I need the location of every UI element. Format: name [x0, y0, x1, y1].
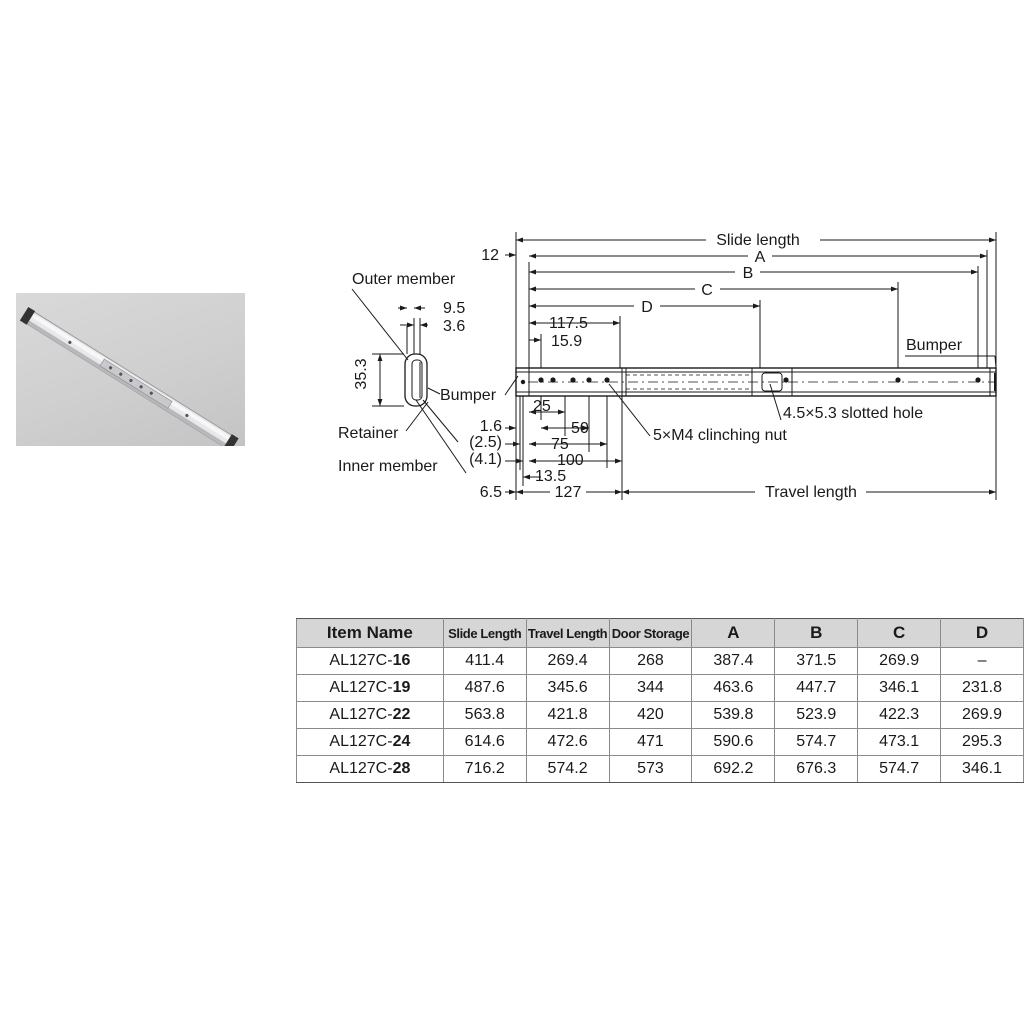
spec-table: [296, 618, 1024, 783]
dim-6-5: 6.5: [479, 484, 502, 501]
dim-3-6: 3.6: [443, 318, 466, 335]
outer-member-label: Outer member: [352, 271, 456, 288]
item-name-cell: AL127C-16: [297, 648, 444, 675]
table-cell: 231.8: [941, 675, 1024, 702]
item-name-cell: AL127C-24: [297, 729, 444, 756]
table-cell: 463.6: [692, 675, 775, 702]
table-cell: 676.3: [775, 756, 858, 783]
table-cell: 573: [609, 756, 692, 783]
table-cell: 473.1: [858, 729, 941, 756]
table-cell: 716.2: [443, 756, 526, 783]
table-cell: 268: [609, 648, 692, 675]
table-cell: 590.6: [692, 729, 775, 756]
table-row: [297, 756, 1024, 783]
table-cell: 422.3: [858, 702, 941, 729]
dim-4-1: (4.1): [469, 451, 502, 468]
table-cell: 371.5: [775, 648, 858, 675]
table-cell: 614.6: [443, 729, 526, 756]
table-row: [297, 729, 1024, 756]
table-cell: 387.4: [692, 648, 775, 675]
table-cell: 539.8: [692, 702, 775, 729]
header-travel-length: Travel Length: [526, 619, 609, 648]
dim-117-5: 117.5: [549, 315, 588, 332]
dim-c-label: C: [701, 282, 713, 299]
dim-12: 12: [481, 247, 499, 264]
table-cell: 295.3: [941, 729, 1024, 756]
table-cell: 344: [609, 675, 692, 702]
header-c: C: [858, 619, 941, 648]
dim-15-9: 15.9: [551, 333, 583, 350]
table-cell: 346.1: [941, 756, 1024, 783]
dim-d-label: D: [641, 299, 653, 316]
header-slide-length: Slide Length: [443, 619, 526, 648]
table-cell: 421.8: [526, 702, 609, 729]
table-cell: 574.7: [858, 756, 941, 783]
table-header-row: [297, 619, 1024, 648]
table-cell: 269.4: [526, 648, 609, 675]
item-name-cell: AL127C-28: [297, 756, 444, 783]
table-cell: 574.7: [775, 729, 858, 756]
table-cell: 563.8: [443, 702, 526, 729]
table-cell: 411.4: [443, 648, 526, 675]
table-row: [297, 675, 1024, 702]
table-cell: 574.2: [526, 756, 609, 783]
item-name-cell: AL127C-22: [297, 702, 444, 729]
dim-b-label: B: [742, 265, 754, 282]
header-a: A: [692, 619, 775, 648]
dim-9-5: 9.5: [443, 300, 466, 317]
header-b: B: [775, 619, 858, 648]
header-d: D: [941, 619, 1024, 648]
table-cell: 447.7: [775, 675, 858, 702]
table-cell: 471: [609, 729, 692, 756]
dim-13-5: 13.5: [535, 468, 567, 485]
slotted-hole-label: 4.5×5.3 slotted hole: [783, 405, 924, 422]
dim-127: 127: [554, 484, 582, 501]
header-item-name: Item Name: [297, 619, 444, 648]
table-cell: 523.9: [775, 702, 858, 729]
table-row: [297, 648, 1024, 675]
table-cell: 345.6: [526, 675, 609, 702]
dim-1-6: 1.6: [479, 418, 502, 435]
bumper-left-label: Bumper: [440, 387, 497, 404]
table-cell: 269.9: [858, 648, 941, 675]
table-cell: 692.2: [692, 756, 775, 783]
travel-length-label: Travel length: [765, 484, 857, 501]
retainer-label: Retainer: [338, 425, 399, 442]
header-door-storage: Door Storage: [609, 619, 692, 648]
table-cell: 269.9: [941, 702, 1024, 729]
table-cell: –: [941, 648, 1024, 675]
inner-member-label: Inner member: [338, 458, 438, 475]
dim-50: 50: [571, 420, 589, 437]
table-cell: 472.6: [526, 729, 609, 756]
dim-75: 75: [551, 436, 569, 453]
clinching-nut-label: 5×M4 clinching nut: [653, 427, 787, 444]
dim-2-5: (2.5): [469, 434, 502, 451]
table-row: [297, 702, 1024, 729]
table-cell: 346.1: [858, 675, 941, 702]
dim-25: 25: [533, 398, 551, 415]
table-cell: 487.6: [443, 675, 526, 702]
item-name-cell: AL127C-19: [297, 675, 444, 702]
dim-35-3: 35.3: [353, 358, 370, 390]
bumper-right-label: Bumper: [906, 337, 963, 354]
dim-100: 100: [557, 452, 584, 469]
table-cell: 420: [609, 702, 692, 729]
dim-a-label: A: [754, 249, 766, 266]
slide-length-label: Slide length: [716, 232, 800, 249]
